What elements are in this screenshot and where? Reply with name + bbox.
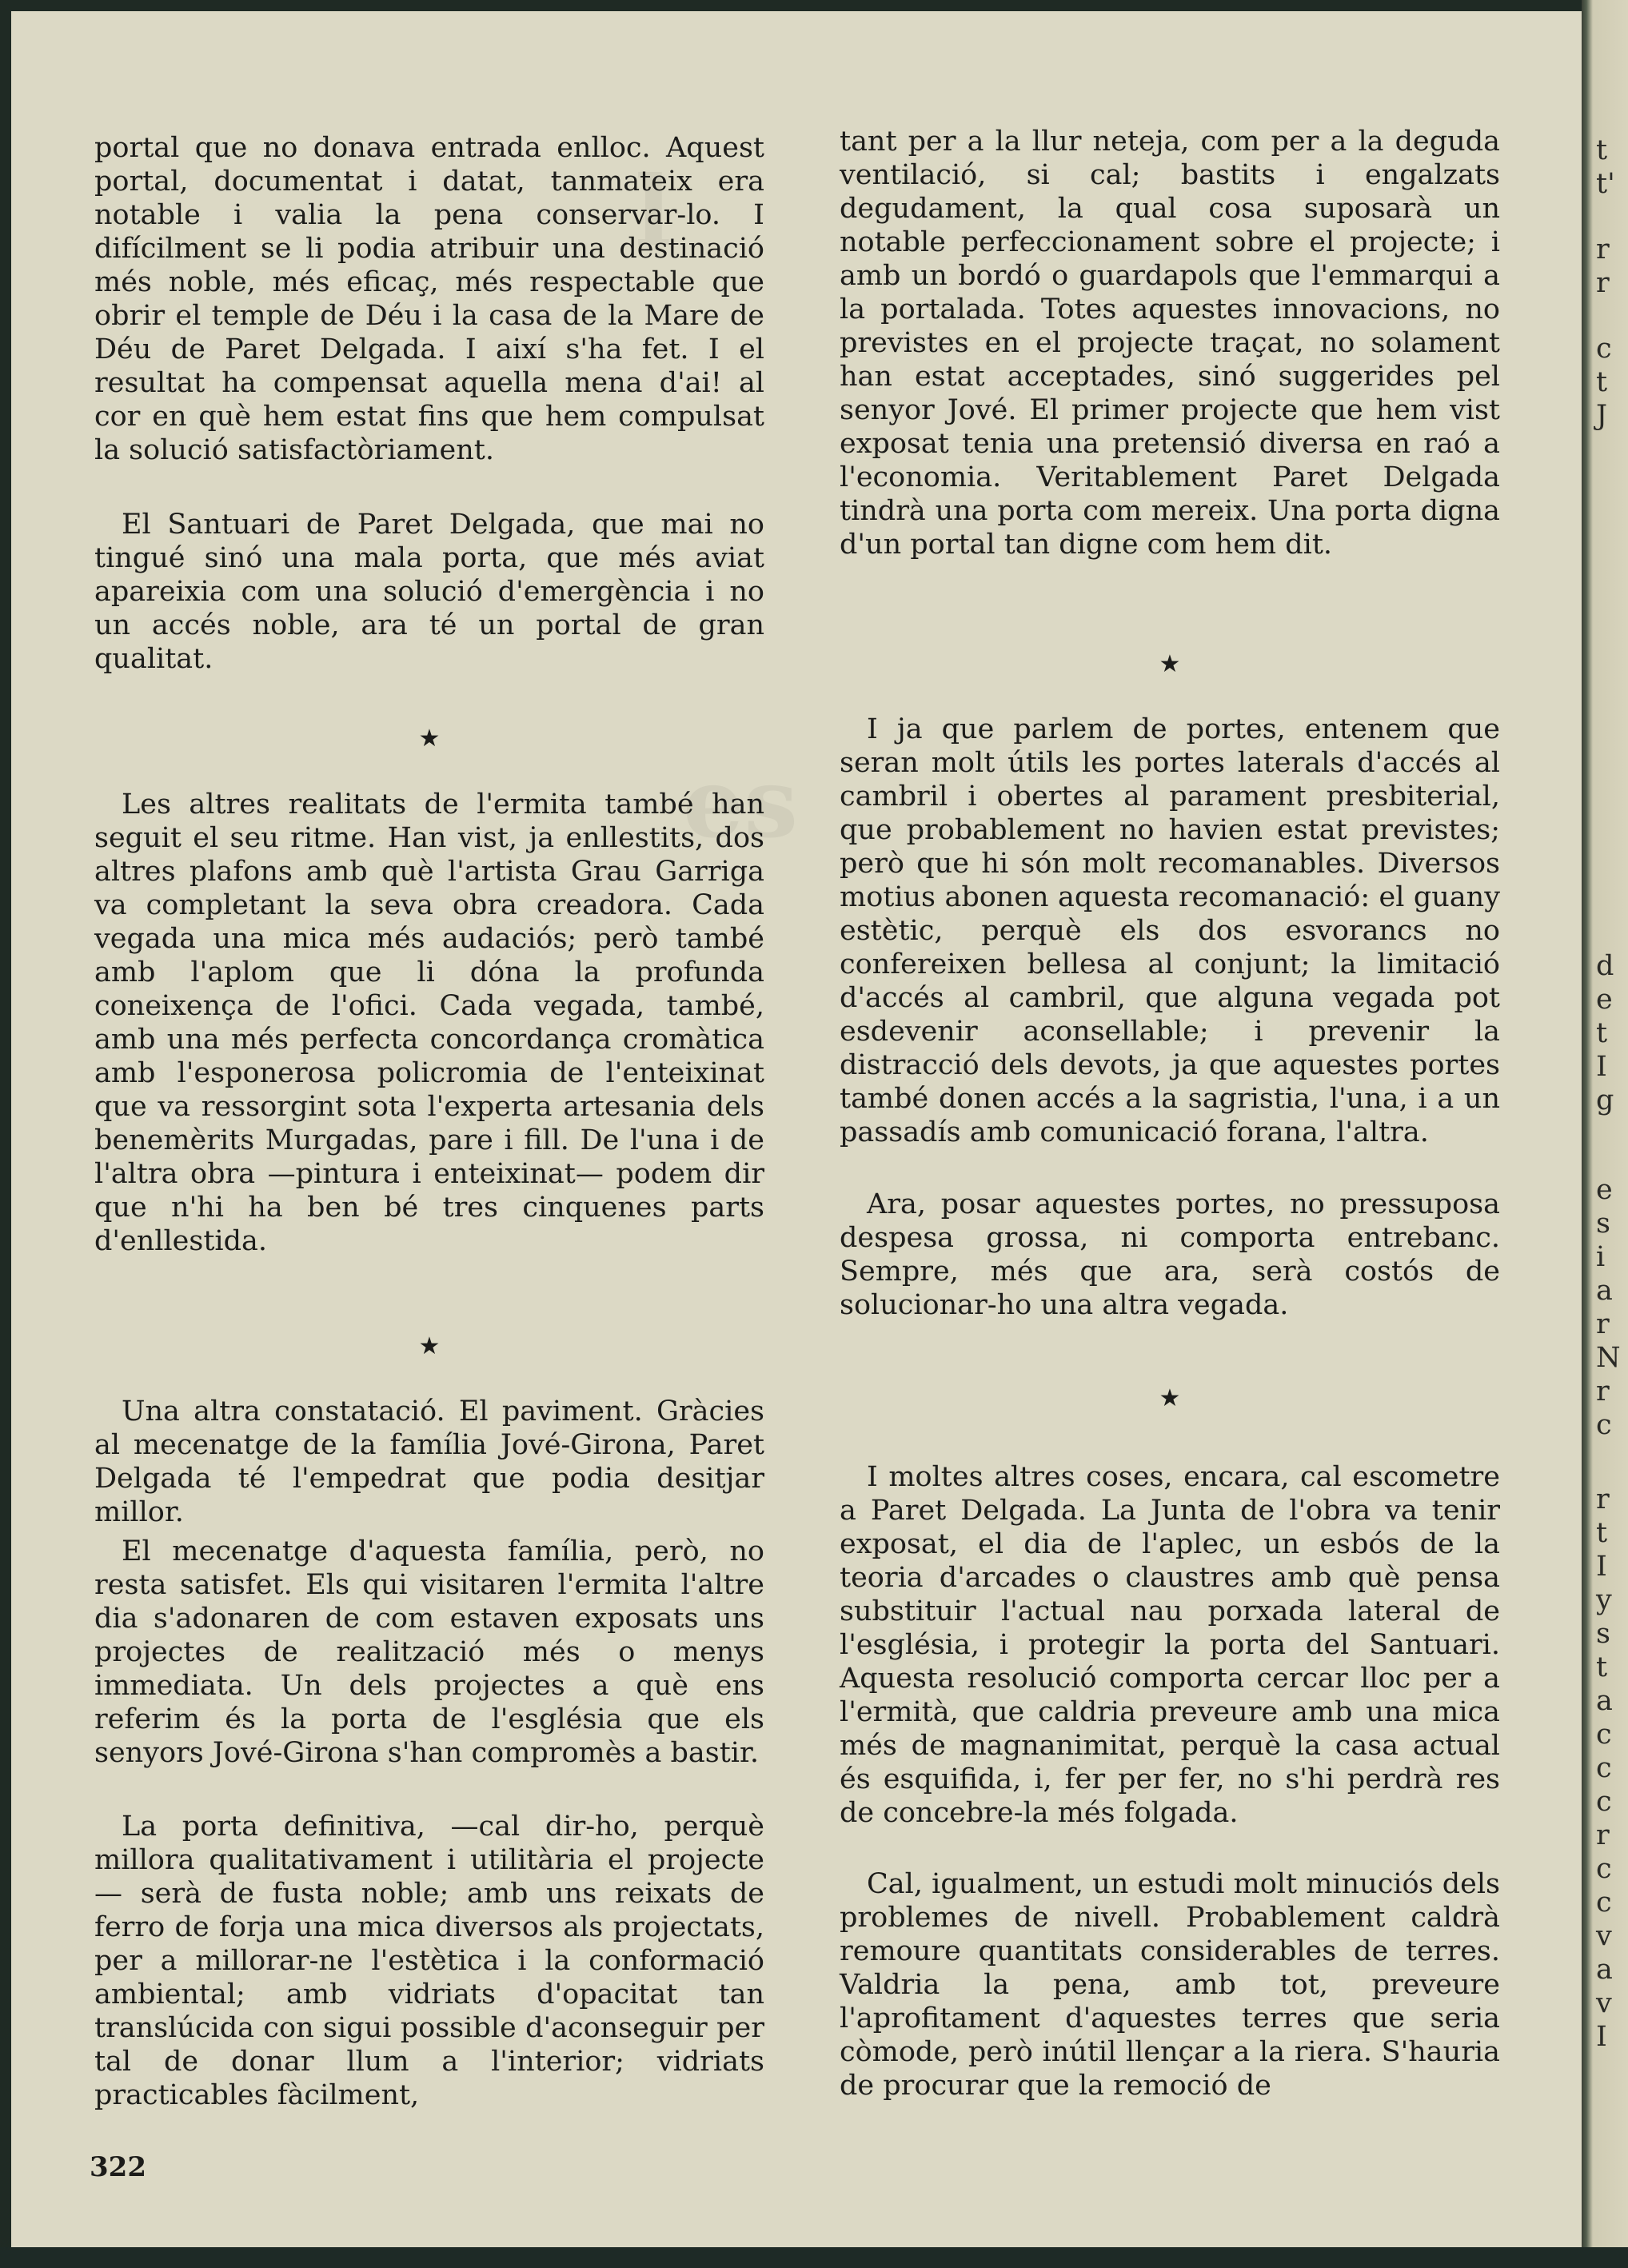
facing-page-letter: c <box>1596 1887 1612 1919</box>
left-paragraph-1: portal que no donava entrada enlloc. Aquest portal, documentat i datat, tanmateix era notable i valia la pena conservar-lo. I difícilment se li podia atribuir una destinació més noble, més eficaç, més respectable que obrir el temple de Déu i la casa de la Mare de Déu de Paret Delgada. I així s'ha fet. I el resultat ha compensat aquella mena d'ai! al cor en què hem estat fins que hem compulsat la solució satisfactòriament. <box>94 132 764 466</box>
left-paragraph-6: La porta definitiva, —cal dir-ho, perquè millora qualitativament i utilitària el projecte— serà de fusta noble; amb uns reixats de ferro de forja una mica diversos als projectats, per a millorar-ne l'estètica i la conformació ambiental; amb vidriats d'opacitat tan translúcida con sigui possible d'aconseguir per tal de donar llum a l'interior; vidriats practicables fàcilment, <box>94 1811 764 2111</box>
facing-page-letter: t' <box>1596 168 1615 200</box>
facing-page-letter: c <box>1596 1786 1612 1818</box>
facing-page-letter: c <box>1596 1409 1612 1441</box>
facing-page-letter: c <box>1596 1853 1612 1885</box>
right-paragraph-5: Cal, igualment, un estudi molt minuciós dels problemes de nivell. Probablement caldrà remoure quantitats considerables de terres. Valdria la pena, amb tot, preveure l'aprofitament d'aquestes terres que seria còmode, però inútil llençar a la riera. S'hauria de procurar que la remoció de <box>840 1868 1500 2102</box>
page-number: 322 <box>90 2151 146 2183</box>
section-separator-star: ★ <box>418 725 441 753</box>
facing-page-letter: t <box>1596 1517 1608 1549</box>
facing-page-letter: r <box>1596 267 1610 299</box>
facing-page-letter: c <box>1596 1752 1612 1784</box>
facing-page-letter: r <box>1596 1819 1610 1851</box>
facing-page-letter: I <box>1596 1051 1607 1083</box>
right-paragraph-3: Ara, posar aquestes portes, no pressuposa despesa grossa, ni comporta entrebanc. Sempre, més que ara, serà costós de solucionar-ho una altra vegada. <box>840 1188 1500 1321</box>
facing-page-letter: I <box>1596 2021 1607 2053</box>
facing-page-letter: v <box>1596 1920 1612 1952</box>
left-paragraph-3: Les altres realitats de l'ermita també han seguit el seu ritme. Han vist, ja enllestits, dos altres plafons amb què l'artista Grau Garriga va completant la seva obra creadora. Cada vegada una mica més audaciós; però també amb l'aplom que li dóna la profunda coneixença de l'ofici. Cada vegada, també, amb una més perfecta concordança cromàtica amb l'esponerosa policromia de l'enteixinat que va ressorgint sota l'experta artesania dels benemèrits Murgadas, pare i fill. De l'una i de l'altra obra —pintura i enteixinat— podem dir que n'hi ha ben bé tres cinquenes parts d'enllestida. <box>94 789 764 1257</box>
right-paragraph-4: I moltes altres coses, encara, cal escometre a Paret Delgada. La Junta de l'obra va tenir exposat, el dia de l'aplec, un esbós de la teoria d'arcades o claustres amb què pensa substituir l'actual nau porxada lateral de l'església, i protegir la porta del Santuari. Aquesta resolució comporta cercar lloc per a l'ermità, que caldria preveure amb una mica més de magnanimitat, perquè la casa actual és esquifida, i, fer per fer, no s'hi perdrà res de concebre-la més folgada. <box>840 1461 1500 1829</box>
facing-page-letter: r <box>1596 1483 1610 1515</box>
right-paragraph-1: tant per a la llur neteja, com per a la deguda ventilació, si cal; bastits i engalzats degudament, la qual cosa suposarà un notable perfeccionament sobre el projecte; i amb un bordó o guardapols que l'emmarqui a la portalada. Totes aquestes innovacions, no previstes en el projecte traçat, no solament han estat acceptades, sinó suggerides pel senyor Jové. El primer projecte que hem vist exposat tenia una pretensió diversa en raó a l'economia. Veritablement Paret Delgada tindrà una porta com mereix. Una porta digna d'un portal tan digne com hem dit. <box>840 126 1500 561</box>
section-separator-star: ★ <box>418 1332 441 1360</box>
left-paragraph-5: El mecenatge d'aquesta família, però, no resta satisfet. Els qui visitaren l'ermita l'altre dia s'adonaren de com estaven exposats uns projectes de realització més o menys immediata. Un dels projectes a què ens referim és la porta de l'església que els senyors Jové-Girona s'han compromès a bastir. <box>94 1535 764 1769</box>
facing-page-letter: r <box>1596 234 1610 266</box>
right-paragraph-2: I ja que parlem de portes, entenem que seran molt útils les portes laterals d'accés al cambril i obertes al parament presbiterial, que probablement no havien estat previstes; però que hi són molt recomanables. Diversos motius abonen aquesta recomanació: el guany estètic, perquè els dos esvorancs no confereixen bellesa al conjunt; la limitació d'accés al cambril, que alguna vegada pot esdevenir aconsellable; i prevenir la distracció dels devots, ja que aquestes portes també donen accés a la sagristia, l'una, i a un passadís amb comunicació forana, l'altra. <box>840 713 1500 1148</box>
facing-page-letter: d <box>1596 950 1614 982</box>
facing-page-letter: r <box>1596 1308 1610 1340</box>
show-through-text: l <box>635 155 672 268</box>
facing-page-letter: a <box>1596 1954 1613 1986</box>
facing-page-letter: a <box>1596 1685 1613 1717</box>
scan-background <box>0 2247 1628 2268</box>
section-separator-star: ★ <box>1159 650 1181 678</box>
facing-page-letter: e <box>1596 1174 1613 1206</box>
facing-page-letter: I <box>1596 1551 1607 1583</box>
facing-page-letter: s <box>1596 1618 1610 1650</box>
facing-page-letter: g <box>1596 1084 1614 1116</box>
facing-page-letter: t <box>1596 1651 1608 1683</box>
facing-page-letter: c <box>1596 1719 1612 1751</box>
left-paragraph-4: Una altra constatació. El paviment. Gràcies al mecenatge de la família Jové-Girona, Paret Delgada té l'empedrat que podia desitjar millor. <box>94 1396 764 1528</box>
facing-page-letter: J <box>1596 400 1608 432</box>
facing-page-letter: s <box>1596 1208 1610 1240</box>
show-through-text: es <box>683 747 798 860</box>
facing-page-letter: N <box>1596 1342 1621 1374</box>
facing-page-letter: y <box>1596 1584 1612 1616</box>
facing-page-letter: r <box>1596 1376 1610 1408</box>
facing-page-letter: t <box>1596 366 1608 398</box>
facing-page-letter: i <box>1596 1241 1606 1273</box>
facing-page-letter: v <box>1596 1987 1612 2019</box>
facing-page-letter: e <box>1596 984 1613 1016</box>
facing-page-letter: a <box>1596 1275 1613 1307</box>
section-separator-star: ★ <box>1159 1384 1181 1412</box>
facing-page-letter: t <box>1596 1017 1608 1049</box>
left-paragraph-2: El Santuari de Paret Delgada, que mai no tingué sinó una mala porta, que més aviat apareixia com una solució d'emergència i no un accés noble, ara té un portal de gran qualitat. <box>94 509 764 675</box>
document-page <box>11 11 1585 2250</box>
facing-page-letter: t <box>1596 134 1608 166</box>
facing-page-letter: c <box>1596 333 1612 365</box>
